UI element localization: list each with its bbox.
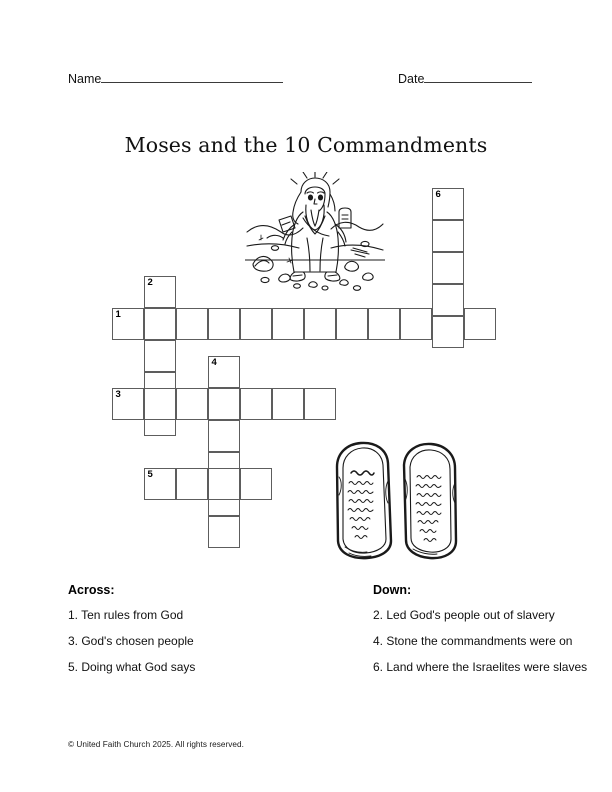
crossword-cell[interactable] [208, 308, 240, 340]
clue-number-6: 6 [435, 189, 441, 200]
clue-down-6: 6. Land where the Israelites were slaves [373, 660, 588, 674]
crossword-cell-start-4[interactable] [208, 356, 240, 388]
crossword-cell[interactable] [240, 308, 272, 340]
crossword-cell[interactable] [432, 284, 464, 316]
crossword-cell-start-1[interactable] [112, 308, 144, 340]
clue-number-4: 4 [211, 357, 217, 368]
crossword-cell-start-3[interactable] [112, 388, 144, 420]
crossword-cell[interactable] [144, 388, 176, 420]
clue-down-4: 4. Stone the commandments were on [373, 634, 573, 648]
clues-section [68, 583, 588, 693]
clue-number-2: 2 [147, 277, 153, 288]
clue-down-2: 2. Led God's people out of slavery [373, 608, 555, 622]
down-heading: Down: [373, 583, 412, 597]
down-clues-column [373, 583, 603, 686]
crossword-cell[interactable] [304, 308, 336, 340]
copyright-footer: © United Faith Church 2025. All rights reserved. [68, 740, 244, 749]
crossword-cell[interactable] [208, 516, 240, 548]
crossword-cell-start-2[interactable] [144, 276, 176, 308]
crossword-cell[interactable] [208, 468, 240, 500]
across-heading: Across: [68, 583, 115, 597]
crossword-cell-start-6[interactable] [432, 188, 464, 220]
clue-across-1: 1. Ten rules from God [68, 608, 184, 622]
crossword-cell[interactable] [304, 388, 336, 420]
crossword-cell[interactable] [336, 308, 368, 340]
clue-across-5: 5. Doing what God says [68, 660, 196, 674]
crossword-cell[interactable] [432, 252, 464, 284]
crossword-cell[interactable] [240, 388, 272, 420]
crossword-cell[interactable] [464, 308, 496, 340]
crossword-cell[interactable] [272, 388, 304, 420]
crossword-cell[interactable] [432, 220, 464, 252]
clue-across-3: 3. God's chosen people [68, 634, 194, 648]
crossword-cell[interactable] [176, 468, 208, 500]
date-label: Date [398, 72, 425, 86]
crossword-cell[interactable] [240, 468, 272, 500]
crossword-cell[interactable] [208, 420, 240, 452]
crossword-cell[interactable] [432, 316, 464, 348]
name-label: Name [68, 72, 102, 86]
crossword-cell[interactable] [144, 308, 176, 340]
crossword-cell[interactable] [400, 308, 432, 340]
crossword-cell[interactable] [176, 308, 208, 340]
crossword-cell[interactable] [176, 388, 208, 420]
clue-number-3: 3 [115, 389, 121, 400]
crossword-cell[interactable] [368, 308, 400, 340]
across-clues-column [68, 583, 298, 686]
page-title: Moses and the 10 Commandments [124, 133, 488, 157]
moses-holding-tablets-illustration [245, 172, 385, 294]
stone-tablets-illustration [325, 437, 470, 565]
clue-number-5: 5 [147, 469, 153, 480]
crossword-cell[interactable] [144, 340, 176, 372]
crossword-cell[interactable] [272, 308, 304, 340]
crossword-cell[interactable] [208, 388, 240, 420]
clue-number-1: 1 [115, 309, 121, 320]
crossword-cell-start-5[interactable] [144, 468, 176, 500]
